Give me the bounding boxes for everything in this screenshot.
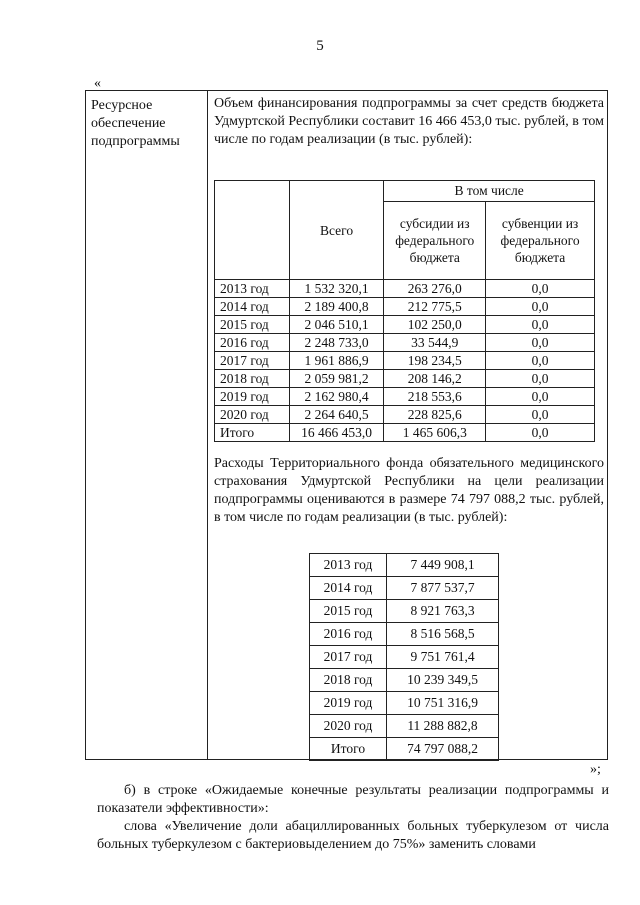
page-number: 5 <box>316 38 324 54</box>
cell-total: 2 162 980,4 <box>289 388 384 406</box>
cell-value: 10 239 349,5 <box>387 669 499 692</box>
cell-value: 9 751 761,4 <box>387 646 499 669</box>
cell-total: 16 466 453,0 <box>289 424 384 442</box>
cell-total: 2 248 733,0 <box>289 334 384 352</box>
budget-table-body <box>215 280 595 442</box>
resource-table <box>85 90 608 760</box>
cell-total: 1 532 320,1 <box>289 280 384 298</box>
tfoms-paragraph: Расходы Территориального фонда обязательного медицинского страхования Удмуртской Республики на цели реализации подпрограммы оцениваются в размере 74 797 088,2 тыс. рублей, в том числе по годам реализации (в тыс. рублей): <box>214 456 604 525</box>
cell-subsid: 198 234,5 <box>384 352 486 370</box>
table-row <box>310 669 499 692</box>
cell-value: 7 877 537,7 <box>387 577 499 600</box>
cell-year: 2019 год <box>310 692 387 715</box>
cell-value: 74 797 088,2 <box>387 738 499 761</box>
table-row <box>310 554 499 577</box>
cell-year: 2015 год <box>215 316 290 334</box>
table-row <box>310 738 499 761</box>
cell-subsid: 218 553,6 <box>384 388 486 406</box>
cell-value: 8 516 568,5 <box>387 623 499 646</box>
header-empty <box>215 181 290 280</box>
cell-subv: 0,0 <box>486 424 595 442</box>
cell-year: 2015 год <box>310 600 387 623</box>
table-row <box>215 370 595 388</box>
cell-year: 2020 год <box>215 406 290 424</box>
cell-total: 2 059 981,2 <box>289 370 384 388</box>
cell-subv: 0,0 <box>486 370 595 388</box>
cell-total: 2 189 400,8 <box>289 298 384 316</box>
table-row <box>310 623 499 646</box>
cell-subv: 0,0 <box>486 334 595 352</box>
cell-total: 2 046 510,1 <box>289 316 384 334</box>
header-including: В том числе <box>384 181 595 202</box>
cell-value: 7 449 908,1 <box>387 554 499 577</box>
table-row <box>215 334 595 352</box>
open-quote: « <box>94 76 101 91</box>
table-row <box>310 715 499 738</box>
table-row <box>310 600 499 623</box>
row-label: Ресурсное обеспечение подпрограммы <box>91 98 180 149</box>
cell-year: 2018 год <box>310 669 387 692</box>
table-row <box>215 352 595 370</box>
cell-subsid: 212 775,5 <box>384 298 486 316</box>
cell-year: 2020 год <box>310 715 387 738</box>
cell-subv: 0,0 <box>486 352 595 370</box>
header-subventions: субвенции из федерального бюджета <box>486 202 595 280</box>
amendment-b-paragraph: б) в строке «Ожидаемые конечные результаты реализации подпрограммы и показатели эффективности»: <box>97 783 609 816</box>
budget-paragraph: Объем финансирования подпрограммы за счет средств бюджета Удмуртской Республики составит 16 466 453,0 тыс. рублей, в том числе по годам реализации (в тыс. рублей): <box>214 96 604 147</box>
cell-year: 2014 год <box>310 577 387 600</box>
cell-subv: 0,0 <box>486 280 595 298</box>
close-quote: »; <box>590 762 601 777</box>
cell-year: 2019 год <box>215 388 290 406</box>
cell-subsid: 33 544,9 <box>384 334 486 352</box>
cell-subsid: 1 465 606,3 <box>384 424 486 442</box>
cell-year: 2017 год <box>310 646 387 669</box>
cell-year: 2013 год <box>310 554 387 577</box>
column-divider <box>207 91 208 759</box>
cell-total: 2 264 640,5 <box>289 406 384 424</box>
cell-subv: 0,0 <box>486 316 595 334</box>
cell-year: Итого <box>215 424 290 442</box>
tfoms-table <box>309 553 499 761</box>
cell-year: Итого <box>310 738 387 761</box>
header-total: Всего <box>289 181 384 280</box>
budget-table <box>214 180 595 442</box>
cell-year: 2018 год <box>215 370 290 388</box>
cell-value: 8 921 763,3 <box>387 600 499 623</box>
cell-value: 10 751 316,9 <box>387 692 499 715</box>
cell-subsid: 208 146,2 <box>384 370 486 388</box>
cell-subv: 0,0 <box>486 406 595 424</box>
cell-year: 2013 год <box>215 280 290 298</box>
cell-year: 2016 год <box>310 623 387 646</box>
cell-value: 11 288 882,8 <box>387 715 499 738</box>
cell-subsid: 228 825,6 <box>384 406 486 424</box>
header-subsidies: субсидии из федерального бюджета <box>384 202 486 280</box>
table-row <box>310 692 499 715</box>
cell-year: 2014 год <box>215 298 290 316</box>
table-row <box>310 646 499 669</box>
table-row <box>310 577 499 600</box>
table-row <box>215 316 595 334</box>
cell-subsid: 102 250,0 <box>384 316 486 334</box>
cell-subsid: 263 276,0 <box>384 280 486 298</box>
table-row <box>215 298 595 316</box>
table-row <box>215 280 595 298</box>
cell-total: 1 961 886,9 <box>289 352 384 370</box>
amendment-words-paragraph: слова «Увеличение доли абациллированных больных туберкулезом от числа больных туберкулезом с бактериовыделением до 75%» заменить словами <box>97 819 609 852</box>
cell-year: 2017 год <box>215 352 290 370</box>
cell-subv: 0,0 <box>486 298 595 316</box>
table-row <box>215 406 595 424</box>
cell-year: 2016 год <box>215 334 290 352</box>
table-row <box>215 424 595 442</box>
cell-subv: 0,0 <box>486 388 595 406</box>
tfoms-table-body <box>310 554 499 761</box>
table-row <box>215 388 595 406</box>
